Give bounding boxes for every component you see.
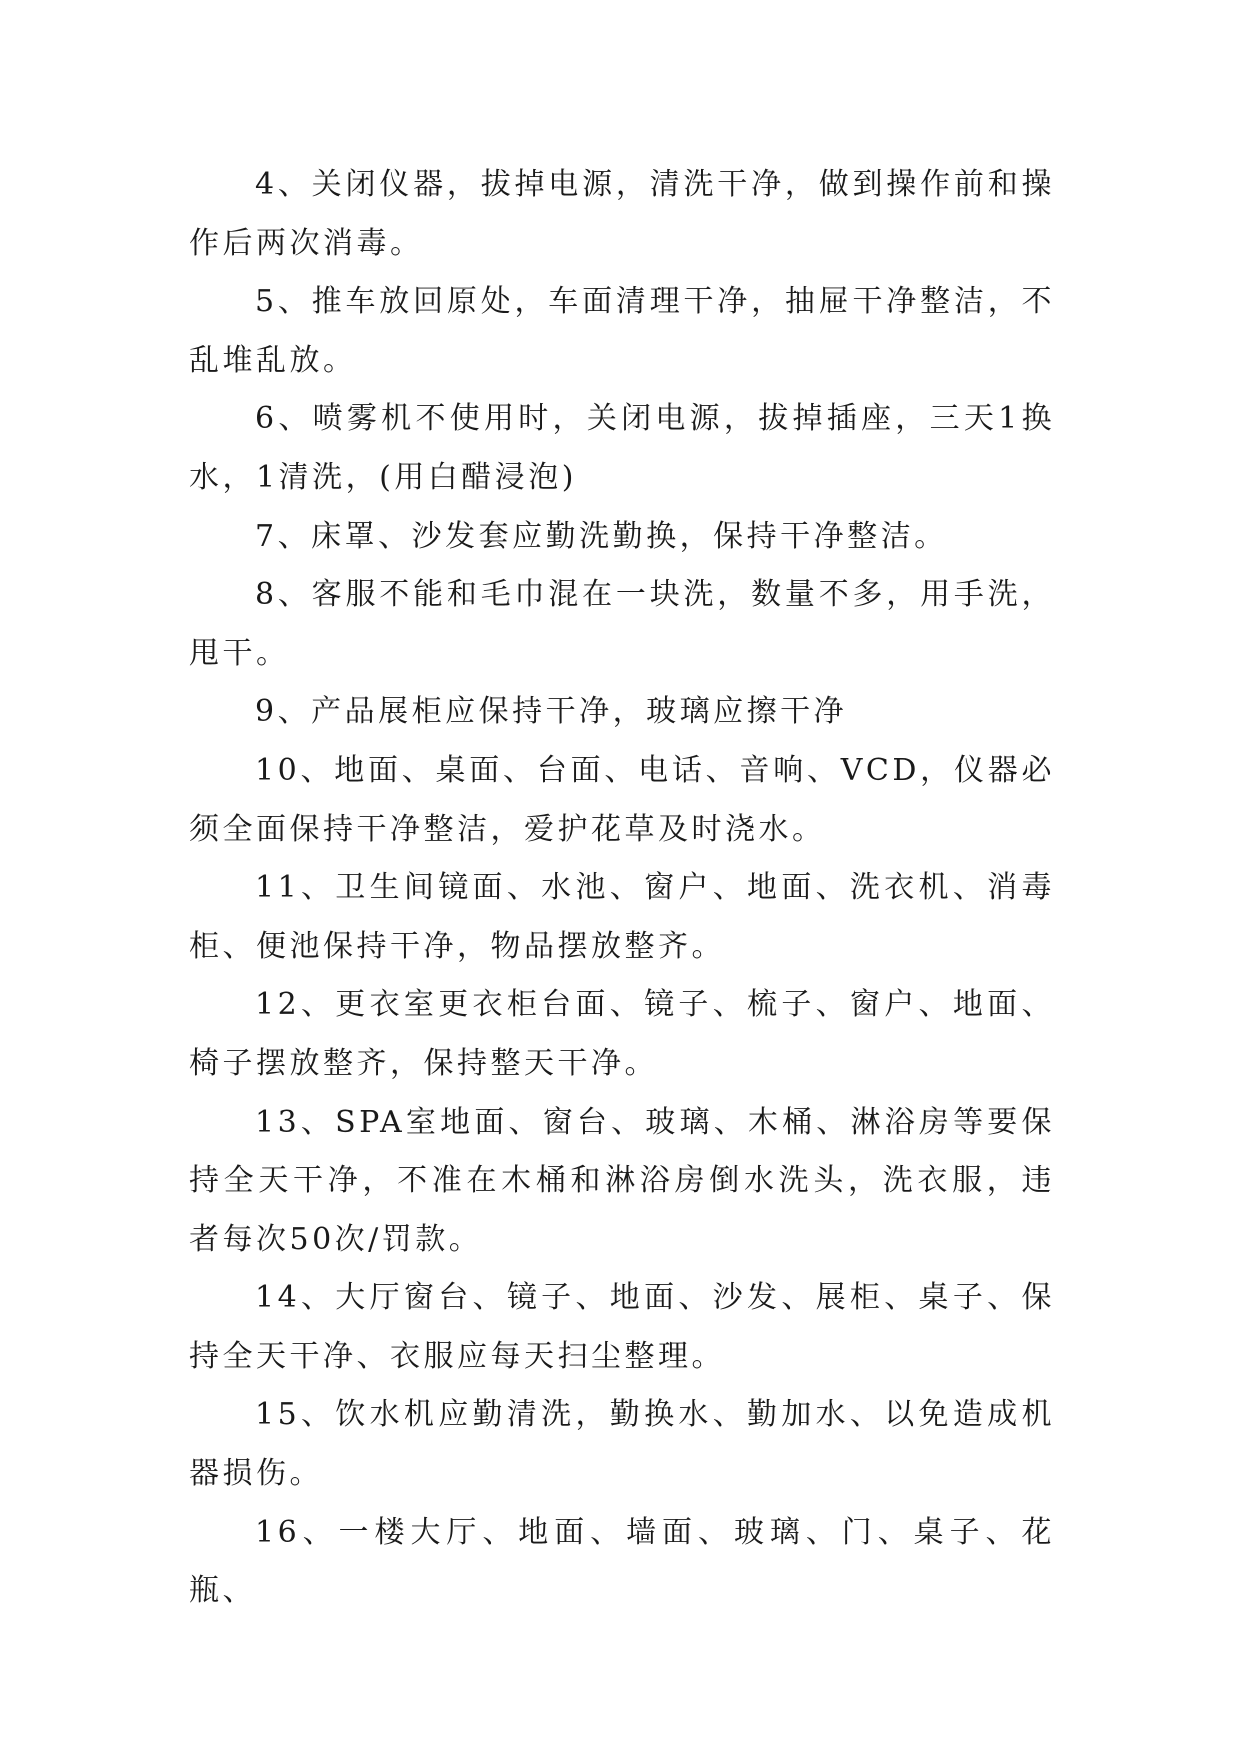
paragraph-item-4: 4、关闭仪器，拔掉电源，清洗干净，做到操作前和操作后两次消毒。 — [189, 167, 1055, 261]
paragraph-item-16: 16、一楼大厅、地面、墙面、玻璃、门、桌子、花瓶、 — [189, 1514, 1055, 1609]
paragraph-item-9: 9、产品展柜应保持干净，玻璃应擦干净 — [255, 694, 848, 730]
paragraph-item-11: 11、卫生间镜面、水池、窗户、地面、洗衣机、消毒柜、便池保持干净，物品摆放整齐。 — [189, 870, 1055, 964]
paragraph-item-7: 7、床罩、沙发套应勤洗勤换，保持干净整洁。 — [255, 518, 948, 554]
paragraph-item-5: 5、推车放回原处，车面清理干净，抽屉干净整洁，不乱堆乱放。 — [189, 284, 1055, 378]
paragraph-item-15: 15、饮水机应勤清洗，勤换水、勤加水、以免造成机器损伤。 — [189, 1397, 1055, 1492]
paragraph-item-12: 12、更衣室更衣柜台面、镜子、梳子、窗户、地面、椅子摆放整齐，保持整天干净。 — [189, 987, 1055, 1081]
paragraph-item-14: 14、大厅窗台、镜子、地面、沙发、展柜、桌子、保持全天干净、衣服应每天扫尘整理。 — [189, 1280, 1055, 1374]
paragraph-item-8: 8、客服不能和毛巾混在一块洗，数量不多，用手洗，甩干。 — [189, 577, 1055, 671]
paragraph-item-6: 6、喷雾机不使用时，关闭电源，拔掉插座，三天1换水，1清洗，(用白醋浸泡) — [189, 401, 1055, 495]
document-body — [189, 156, 1055, 1621]
paragraph-item-10: 10、地面、桌面、台面、电话、音响、VCD，仪器必须全面保持干净整洁，爱护花草及时浇水。 — [189, 752, 1055, 847]
paragraph-item-13: 13、SPA室地面、窗台、玻璃、木桶、淋浴房等要保持全天干净，不准在木桶和淋浴房倒水洗头，洗衣服，违者每次50次/罚款。 — [189, 1104, 1055, 1257]
